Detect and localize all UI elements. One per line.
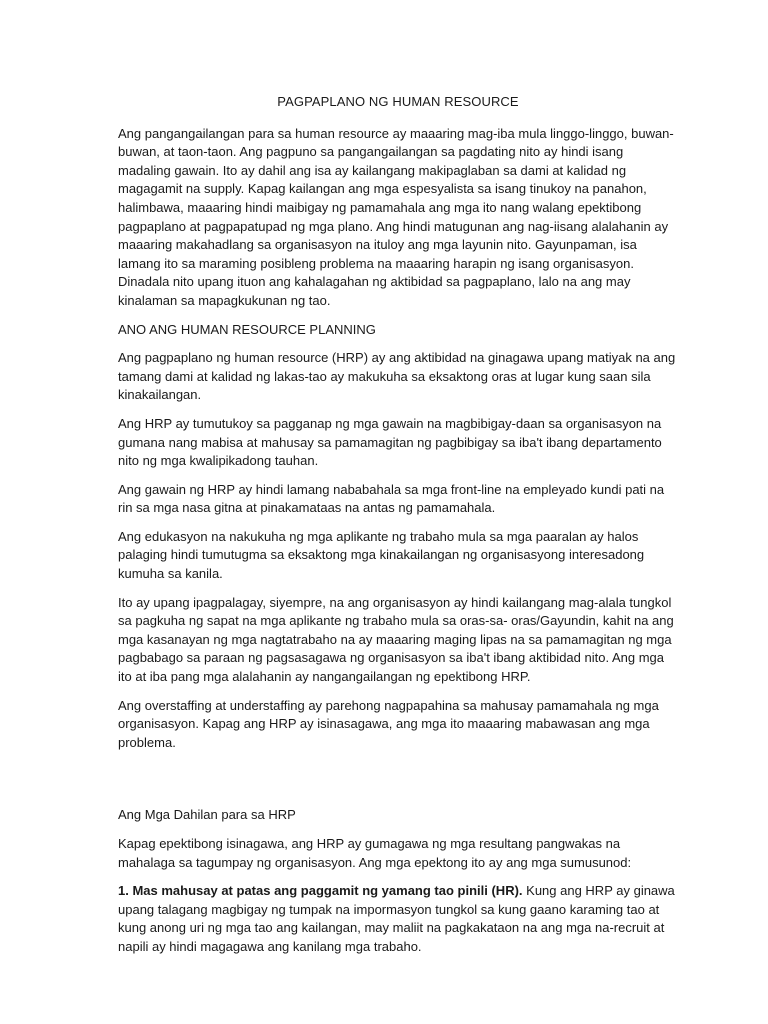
section-heading-reasons: Ang Mga Dahilan para sa HRP	[118, 807, 296, 823]
paragraph-2: Ang HRP ay tumutukoy sa pagganap ng mga gawain na magbibigay-daan sa organisasyon na gumana nang mabisa at mahusay sa pamamagitan ng pagbibigay sa iba't ibang departamento nito ng mga kwalipikadong tauhan.	[118, 415, 662, 469]
paragraph-7: Kapag epektibong isinagawa, ang HRP ay gumagawa ng mga resultang pangwakas na mahalaga sa tagumpay ng organisasyon. Ang mga epektong ito ay ang mga sumusunod:	[118, 836, 632, 870]
document-title: PAGPAPLANO NG HUMAN RESOURCE	[277, 94, 519, 109]
list-item-1-heading: 1. Mas mahusay at patas ang paggamit ng yamang tao pinili (HR).	[118, 883, 523, 899]
paragraph-4: Ang edukasyon na nakukuha ng mga aplikante ng trabaho mula sa mga paaralan ay halos palaging hindi tumutugma sa eksaktong mga kinakailangan ng organisasyong interesadong kumuha sa kanila.	[118, 528, 645, 582]
paragraph-1: Ang pagpaplano ng human resource (HRP) ay ang aktibidad na ginagawa upang matiyak na ang tamang dami at kalidad ng lakas-tao ay makukuha sa eksaktong oras at lugar kung saan sila kinakailangan.	[118, 350, 676, 403]
paragraph-6: Ang overstaffing at understaffing ay parehong nagpapahina sa mahusay pamamahala ng mga organisasyon. Kapag ang HRP ay isinasagawa, ang mga ito maaaring mabawasan ang mga problema.	[118, 697, 659, 750]
paragraph-8	[118, 882, 678, 956]
section-heading-hrp: ANO ANG HUMAN RESOURCE PLANNING	[118, 321, 376, 337]
paragraph-5: Ito ay upang ipagpalagay, siyempre, na ang organisasyon ay hindi kailangang mag-alala tungkol sa pagkuha ng sapat na mga aplikante ng trabaho mula sa oras-sa- oras/Gayundin, kahit na ang mga kasanayan ng mga nagtatrabaho na ay maaaring maging lipas na sa pamamagitan ng mga pagbabago sa paraan ng pagsasagawa ng organisasyon sa iba't ibang aktibidad nito. Ang mga ito at iba pang mga alalahanin ay nangangailangan ng epektibong HRP.	[118, 594, 674, 685]
paragraph-3: Ang gawain ng HRP ay hindi lamang nababahala sa mga front-line na empleyado kundi pati na rin sa mga nasa gitna at pinakamataas na antas ng pamamahala.	[118, 481, 665, 516]
document-body	[118, 93, 678, 967]
intro-paragraph: Ang pangangailangan para sa human resource ay maaaring mag-iba mula linggo-linggo, buwan-buwan, at taon-taon. Ang pagpuno sa pangangailangan sa pagdating nito ay hindi isang madaling gawain. Ito ay dahil ang isa ay kailangang makipaglaban sa dami at kalidad ng magagamit na supply. Kapag kailangan ang mga espesyalista sa isang tinukoy na panahon, halimbawa, maaaring hindi maibigay ng pamamahala ang mga ito nang walang epektibong pagpaplano at pagpapatupad ng mga plano. Ang hindi matugunan ang nag-iisang alalahanin ay maaaring makahadlang sa organisasyon na ituloy ang mga layunin nito. Gayunpaman, isa lamang ito sa maraming posibleng problema na maaaring harapin ng isang organisasyon. Dinadala nito upang ituon ang kahalagahan ng aktibidad sa pagpaplano, lalo na ang may kinalaman sa mapagkukunan ng tao.	[118, 125, 674, 308]
section-spacer	[118, 762, 678, 806]
list-item-1-text: Kung ang HRP ay ginawa upang talagang magbigay ng tumpak na impormasyon tungkol sa kung gaano karaming tao at kung anong uri ng mga tao ang kailangan, may maliit na pagkakataon na ang mga na-recruit at napili ay hindi magagawa ang kanilang mga trabaho.	[118, 883, 675, 954]
